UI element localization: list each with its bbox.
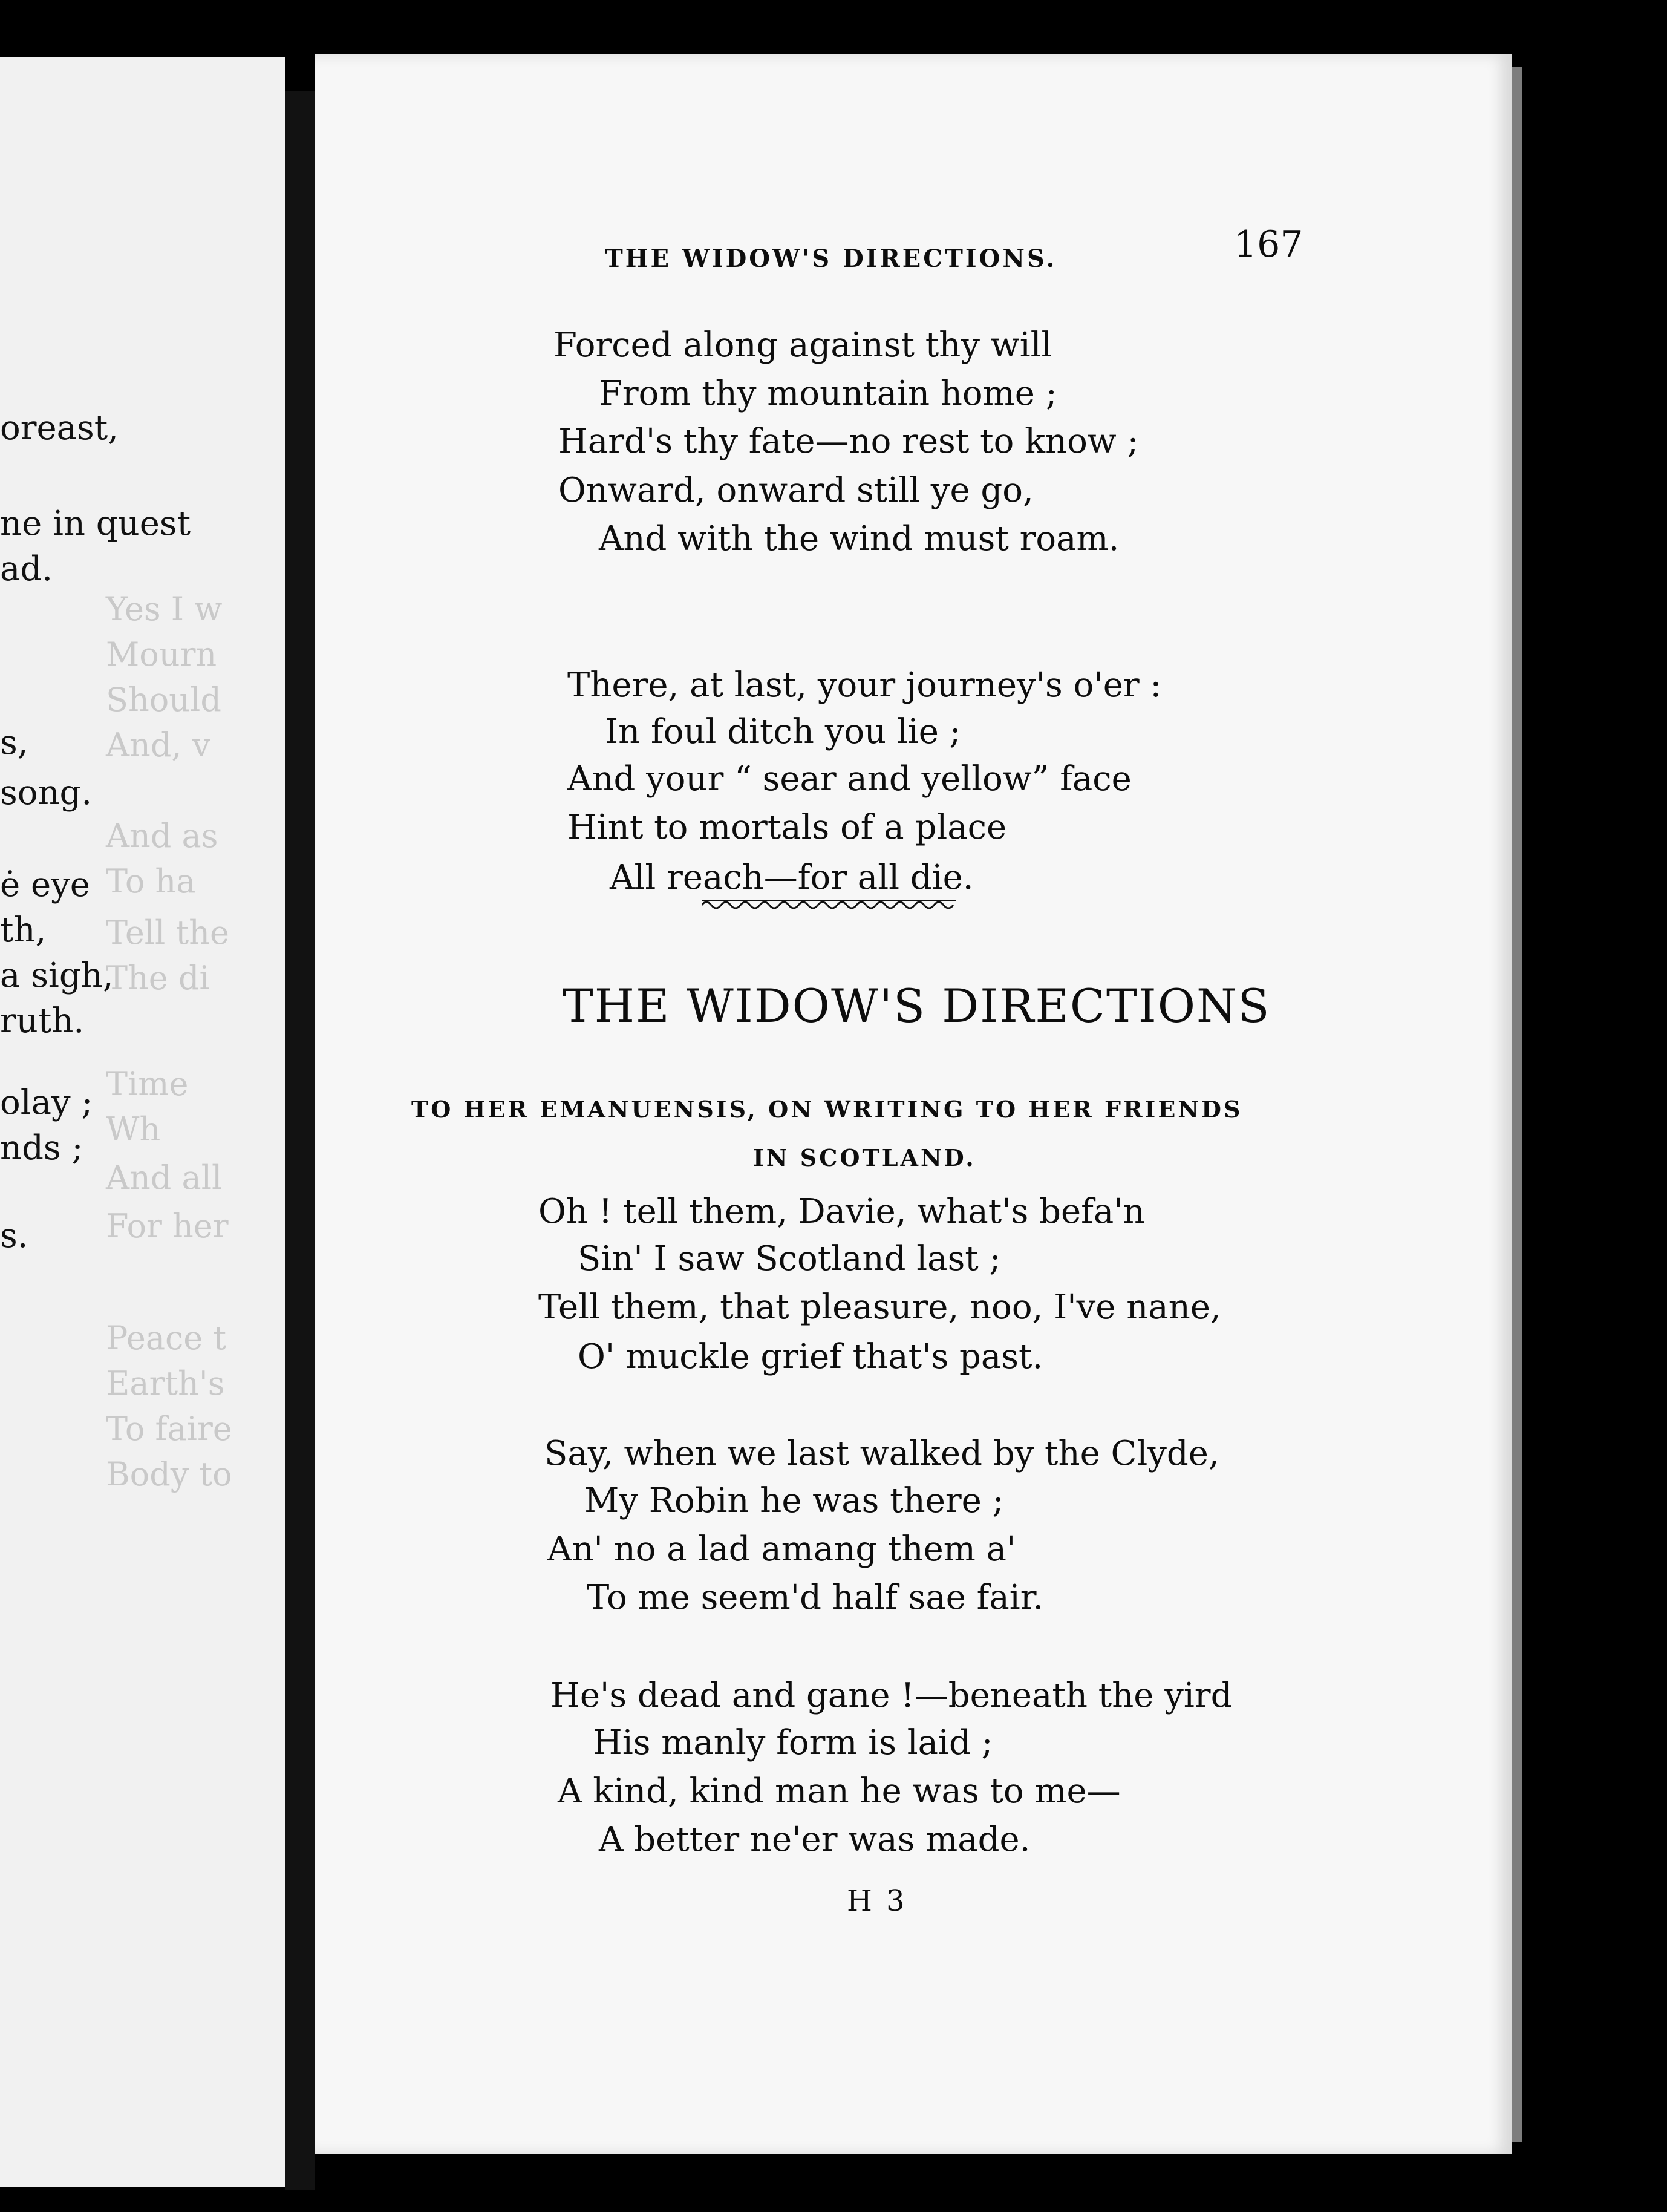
verse-line: An' no a lad amang them a' [547,1530,1016,1569]
show-through-text: Time [106,1065,189,1103]
show-through-text: Body to [106,1455,232,1493]
verse-line: Say, when we last walked by the Clyde, [544,1434,1219,1473]
page-number: 167 [1234,223,1303,266]
show-through-text: To ha [106,862,196,900]
poem-title: THE WIDOW'S DIRECTIONS [563,979,1271,1033]
left-line-fragment: ne in quest [0,504,191,543]
poem-subtitle: IN SCOTLAND. [753,1144,976,1171]
left-line-fragment: song. [0,773,93,813]
verse-line: In foul ditch you lie ; [605,712,961,751]
show-through-text: For her [106,1207,229,1245]
verse-line: From thy mountain home ; [599,374,1057,413]
verse-line: He's dead and gane !—beneath the yird [550,1676,1233,1715]
left-line-fragment: th, [0,911,47,950]
left-line-fragment: a sigh, [0,956,114,995]
show-through-text: Earth's [106,1364,225,1402]
verse-line: Tell them, that pleasure, noo, I've nane, [538,1288,1221,1327]
left-line-fragment: s, [0,723,28,762]
show-through-text: Wh [106,1110,161,1148]
show-through-text: Yes I w [106,590,223,628]
verse-line: And with the wind must roam. [599,519,1120,558]
verse-line: A better ne'er was made. [599,1820,1031,1859]
left-line-fragment: ad. [0,549,53,589]
ornamental-rule [702,897,956,914]
left-page [0,57,285,2187]
signature-mark: H 3 [847,1884,907,1918]
left-line-fragment: s. [0,1216,28,1255]
verse-line: O' muckle grief that's past. [578,1337,1043,1376]
page-edge [1512,67,1522,2142]
verse-line: Hint to mortals of a place [567,808,1007,847]
verse-line: Onward, onward still ye go, [558,471,1034,510]
show-through-text: And all [106,1159,223,1197]
left-line-fragment: olay ; [0,1083,93,1122]
left-line-fragment: ruth. [0,1001,85,1041]
book-gutter [285,91,315,2190]
verse-line: Oh ! tell them, Davie, what's befa'n [538,1192,1145,1231]
verse-line: His manly form is laid ; [593,1723,993,1762]
verse-line: To me seem'd half sae fair. [587,1578,1044,1617]
running-head: THE WIDOW'S DIRECTIONS. [605,244,1057,273]
show-through-text: Mourn [106,635,217,673]
show-through-text: The di [106,959,210,997]
left-line-fragment: ė eye [0,865,90,905]
verse-line: There, at last, your journey's o'er : [567,666,1162,705]
show-through-text: Should [106,681,221,719]
show-through-text: Tell the [106,914,229,952]
show-through-text: Peace t [106,1319,227,1357]
show-through-text: And as [106,817,218,855]
show-through-text: To faire [106,1410,232,1448]
verse-line: Sin' I saw Scotland last ; [578,1239,1001,1278]
show-through-text: And, v [106,726,211,764]
right-page [315,54,1512,2154]
left-line-fragment: oreast, [0,408,119,448]
verse-line: Forced along against thy will [553,326,1052,365]
poem-subtitle: TO HER EMANUENSIS, ON WRITING TO HER FRIENDS [411,1096,1243,1123]
verse-line: All reach—for all die. [610,858,974,897]
left-line-fragment: nds ; [0,1128,83,1168]
verse-line: My Robin he was there ; [584,1481,1004,1520]
verse-line: Hard's thy fate—no rest to know ; [558,422,1139,461]
verse-line: A kind, kind man he was to me— [558,1772,1121,1811]
verse-line: And your “ sear and yellow” face [567,759,1132,799]
